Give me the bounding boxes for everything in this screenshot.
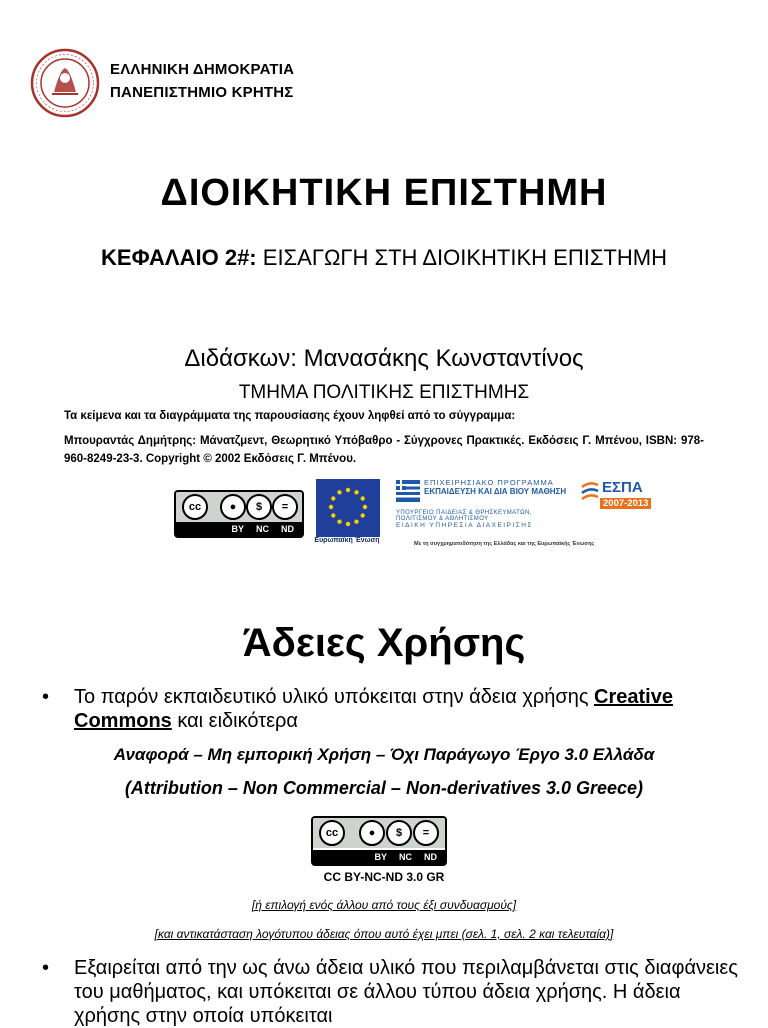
cofunding-note: Με τη συγχρηματοδότηση της Ελλάδας και της Ευρωπαϊκής Ένωσης (414, 541, 595, 547)
department-name: ΤΜΗΜΑ ΠΟΛΙΤΙΚΗΣ ΕΠΙΣΤΗΜΗΣ (238, 382, 530, 403)
cc-nc-label: NC (256, 524, 269, 534)
managing-authority: ΕΙΔΙΚΗ ΥΠΗΡΕΣΙΑ ΔΙΑΧΕΙΡΙΣΗΣ (396, 522, 533, 529)
noderivatives-icon: = (413, 820, 439, 846)
bullet1-prefix: Το παρόν εκπαιδευτικό υλικό υπόκειται στην άδεια χρήσης (74, 686, 589, 708)
book-citation: Μπουραντάς Δημήτρης: Μάνατζμεντ, Θεωρητικό Υπόβαθρο - Σύγχρονες Πρακτικές. Εκδόσεις Γ. Μπένου, ISBN: 978-960-8249-23-3. Copyright © 2002 Εκδόσεις Γ. Μπένου. (64, 435, 704, 465)
cc-nc-label: NC (399, 852, 412, 862)
chapter-heading (100, 240, 668, 276)
exception-bullet (42, 956, 742, 1028)
cc-icon: cc (182, 494, 208, 520)
cc-by-label: BY (231, 524, 244, 534)
university-seal-logo (30, 48, 100, 118)
chapter-label: ΚΕΦΑΛΑΙΟ 2#: (101, 245, 257, 270)
eu-flag-logo (316, 479, 380, 537)
cc-by-nc-nd-badge (174, 490, 304, 538)
attribution-icon: ● (220, 494, 246, 520)
exception-text: Εξαιρείται από την ως άνω άδεια υλικό που περιλαμβάνεται στις διαφάνειες του μαθήματος, και υπόκειται σε άλλου τύπου άδεια χρήσης. Η άδεια χρήσης στην οποία υπόκειται (74, 957, 738, 1027)
eu-caption: Ευρωπαϊκή Ένωση (314, 537, 380, 544)
license-bullet (42, 685, 742, 733)
edu-program-name: ΕΚΠΑΙΔΕΥΣΗ ΚΑΙ ΔΙΑ ΒΙΟΥ ΜΑΘΗΣΗ (424, 487, 567, 496)
cc-by-label: BY (374, 852, 387, 862)
bullet-dot: • (42, 957, 50, 979)
license-note-alternative: [ή επιλογή ενός άλλου από τους έξι συνδυασμούς] (251, 898, 517, 912)
noncommercial-icon: $ (246, 494, 272, 520)
attribution-english: (Attribution – Non Commercial – Non-derivatives 3.0 Greece) (124, 778, 644, 798)
education-program-logo (396, 478, 570, 529)
license-note-replacement: [και αντικατάσταση λογότυπου άδειας όπου αυτό έχει μπει (σελ. 1, σελ. 2 και τελευταία)] (154, 927, 614, 941)
chapter-text: ΕΙΣΑΓΩΓΗ ΣΤΗ ΔΙΟΙΚΗΤΙΚΗ ΕΠΙΣΤΗΜΗ (262, 245, 667, 270)
attribution-icon: ● (359, 820, 385, 846)
espa-swoosh-icon (580, 481, 600, 503)
bullet-dot: • (42, 686, 50, 708)
course-title: ΔΙΟΙΚΗΤΙΚΗ ΕΠΙΣΤΗΜΗ (160, 172, 608, 214)
cc-by-nc-nd-badge-large (311, 816, 447, 866)
institution-university: ΠΑΝΕΠΙΣΤΗΜΙΟ ΚΡΗΤΗΣ (110, 84, 294, 101)
teacher-name: Διδάσκων: Μανασάκης Κωνσταντίνος (184, 345, 584, 372)
ministry-name: ΥΠΟΥΡΓΕΙΟ ΠΑΙΔΕΙΑΣ & ΘΡΗΣΚΕΥΜΑΤΩΝ, ΠΟΛΙΤΙΣΜΟΥ & ΑΘΛΗΤΙΣΜΟΥ (396, 510, 532, 522)
cc-badge-labels (176, 522, 302, 536)
cc-license-label: CC BY-NC-ND 3.0 GR (323, 870, 445, 884)
greek-flag-icon (396, 480, 420, 502)
creative-commons-link[interactable]: Creative Commons (74, 686, 673, 732)
espa-name: ΕΣΠΑ (602, 479, 643, 496)
cc-badge-labels (313, 850, 445, 864)
cc-nd-label: ND (281, 524, 294, 534)
source-note: Τα κείμενα και τα διαγράμματα της παρουσίασης έχουν ληφθεί από το σύγγραμμα: (64, 410, 516, 422)
edu-program-label: ΕΠΙΧΕΙΡΗΣΙΑΚΟ ΠΡΟΓΡΑΜΜΑ (424, 478, 554, 487)
noncommercial-icon: $ (386, 820, 412, 846)
noderivatives-icon: = (272, 494, 298, 520)
cc-icon: cc (319, 820, 345, 846)
licenses-title: Άδειες Χρήσης (242, 621, 526, 665)
institution-country: ΕΛΛΗΝΙΚΗ ΔΗΜΟΚΡΑΤΙΑ (110, 61, 295, 78)
bullet1-suffix: και ειδικότερα (177, 710, 298, 732)
cc-nd-label: ND (424, 852, 437, 862)
attribution-greek: Αναφορά – Μη εμπορική Χρήση – Όχι Παράγωγο Έργο 3.0 Ελλάδα (113, 745, 655, 764)
espa-years: 2007-2013 (600, 498, 651, 509)
espa-logo (580, 479, 654, 527)
